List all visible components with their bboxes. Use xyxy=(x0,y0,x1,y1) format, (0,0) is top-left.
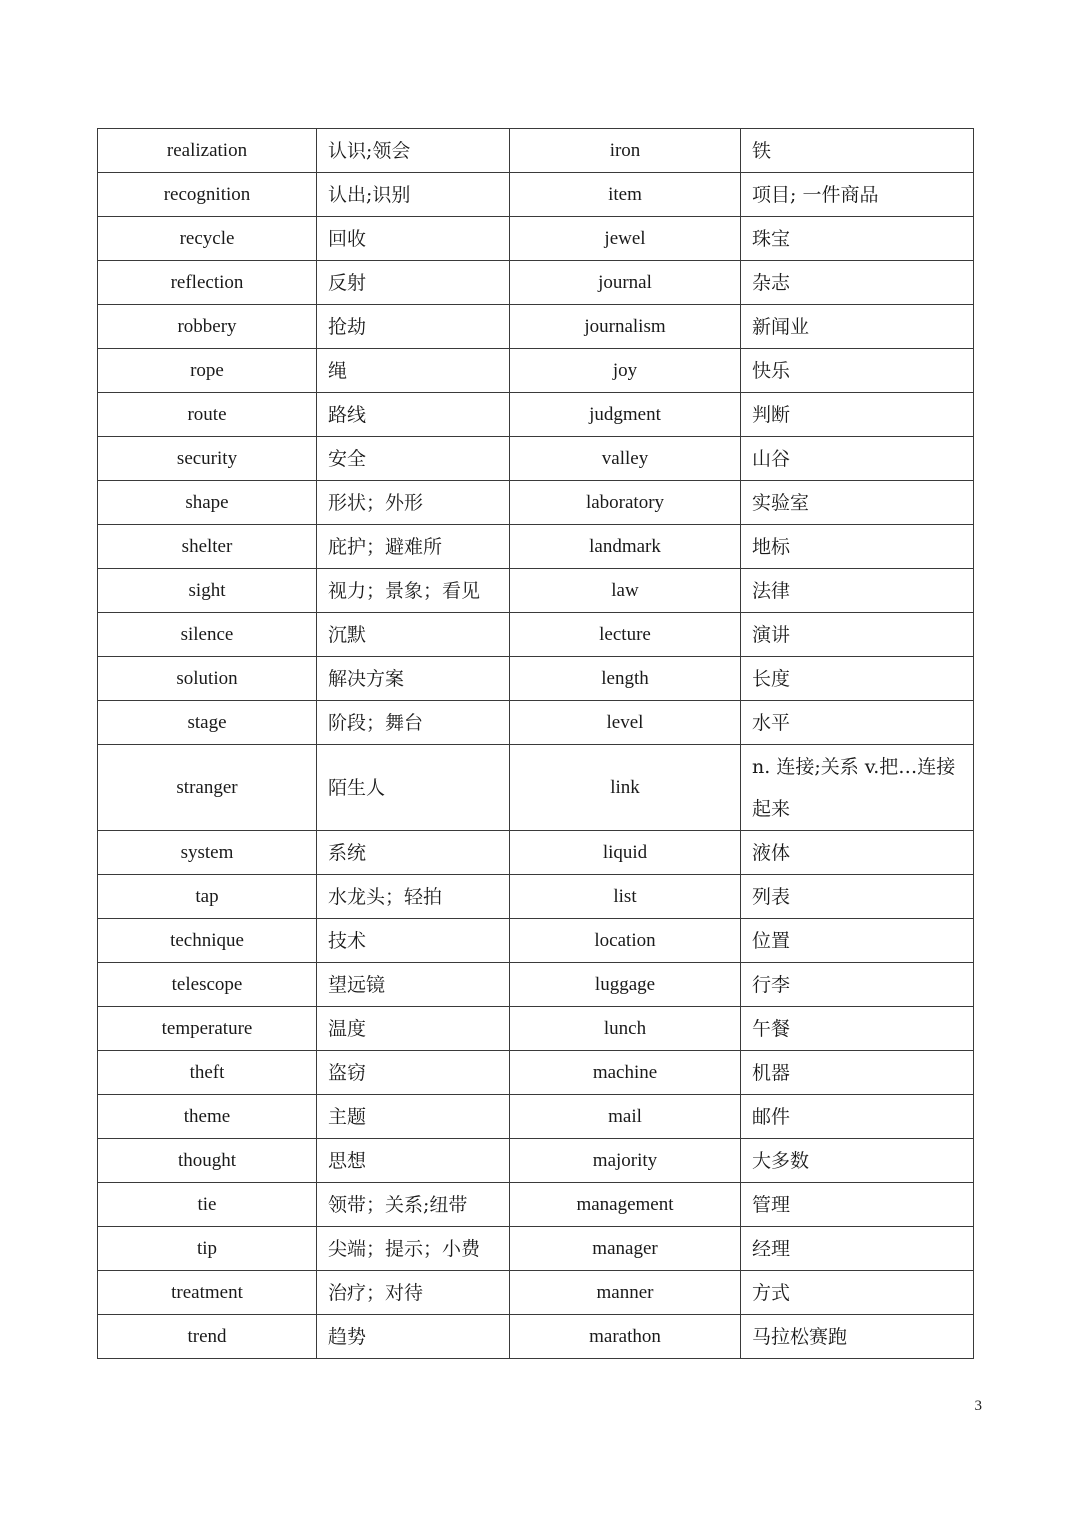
chinese-meaning: 午餐 xyxy=(741,1007,974,1051)
chinese-meaning: 法律 xyxy=(741,569,974,613)
english-word: recognition xyxy=(98,173,317,217)
table-row xyxy=(98,305,974,349)
english-word: telescope xyxy=(98,963,317,1007)
chinese-meaning: 地标 xyxy=(741,525,974,569)
english-word: journal xyxy=(510,261,741,305)
chinese-meaning: 液体 xyxy=(741,831,974,875)
english-word: manager xyxy=(510,1227,741,1271)
english-word: tie xyxy=(98,1183,317,1227)
chinese-meaning: 领带；关系;纽带 xyxy=(317,1183,510,1227)
chinese-meaning: 位置 xyxy=(741,919,974,963)
english-word: journalism xyxy=(510,305,741,349)
chinese-meaning: 演讲 xyxy=(741,613,974,657)
table-row xyxy=(98,1315,974,1359)
english-word: law xyxy=(510,569,741,613)
chinese-meaning: 马拉松赛跑 xyxy=(741,1315,974,1359)
chinese-meaning: 实验室 xyxy=(741,481,974,525)
chinese-meaning: 主题 xyxy=(317,1095,510,1139)
english-word: length xyxy=(510,657,741,701)
chinese-meaning: 新闻业 xyxy=(741,305,974,349)
english-word: tip xyxy=(98,1227,317,1271)
english-word: temperature xyxy=(98,1007,317,1051)
table-row xyxy=(98,1183,974,1227)
chinese-meaning: 解决方案 xyxy=(317,657,510,701)
english-word: item xyxy=(510,173,741,217)
table-row xyxy=(98,525,974,569)
chinese-meaning: 长度 xyxy=(741,657,974,701)
chinese-meaning: 抢劫 xyxy=(317,305,510,349)
english-word: liquid xyxy=(510,831,741,875)
table-row xyxy=(98,261,974,305)
english-word: level xyxy=(510,701,741,745)
vocabulary-table-body xyxy=(98,129,974,1359)
chinese-meaning: 方式 xyxy=(741,1271,974,1315)
english-word: mail xyxy=(510,1095,741,1139)
table-row xyxy=(98,569,974,613)
english-word: manner xyxy=(510,1271,741,1315)
chinese-meaning: 盗窃 xyxy=(317,1051,510,1095)
chinese-meaning: 杂志 xyxy=(741,261,974,305)
table-row xyxy=(98,613,974,657)
chinese-meaning: 列表 xyxy=(741,875,974,919)
table-row xyxy=(98,963,974,1007)
chinese-meaning: 水平 xyxy=(741,701,974,745)
chinese-meaning: 形状；外形 xyxy=(317,481,510,525)
chinese-meaning: 判断 xyxy=(741,393,974,437)
chinese-meaning: 快乐 xyxy=(741,349,974,393)
english-word: technique xyxy=(98,919,317,963)
english-word: sight xyxy=(98,569,317,613)
table-row xyxy=(98,657,974,701)
table-row xyxy=(98,1051,974,1095)
chinese-meaning: 经理 xyxy=(741,1227,974,1271)
table-row xyxy=(98,129,974,173)
chinese-meaning: 思想 xyxy=(317,1139,510,1183)
english-word: joy xyxy=(510,349,741,393)
table-row xyxy=(98,1095,974,1139)
english-word: silence xyxy=(98,613,317,657)
english-word: stranger xyxy=(98,745,317,831)
chinese-meaning: 治疗；对待 xyxy=(317,1271,510,1315)
english-word: tap xyxy=(98,875,317,919)
english-word: route xyxy=(98,393,317,437)
english-word: reflection xyxy=(98,261,317,305)
chinese-meaning: 大多数 xyxy=(741,1139,974,1183)
page-number: 3 xyxy=(974,1398,982,1414)
english-word: management xyxy=(510,1183,741,1227)
chinese-meaning: 项目; 一件商品 xyxy=(741,173,974,217)
table-row xyxy=(98,481,974,525)
english-word: system xyxy=(98,831,317,875)
english-word: location xyxy=(510,919,741,963)
english-word: landmark xyxy=(510,525,741,569)
chinese-meaning: 机器 xyxy=(741,1051,974,1095)
chinese-meaning: 陌生人 xyxy=(317,745,510,831)
chinese-meaning: 路线 xyxy=(317,393,510,437)
english-word: shelter xyxy=(98,525,317,569)
english-word: majority xyxy=(510,1139,741,1183)
chinese-meaning: 安全 xyxy=(317,437,510,481)
chinese-meaning: 趋势 xyxy=(317,1315,510,1359)
english-word: theft xyxy=(98,1051,317,1095)
english-word: robbery xyxy=(98,305,317,349)
chinese-meaning: 技术 xyxy=(317,919,510,963)
english-word: stage xyxy=(98,701,317,745)
english-word: rope xyxy=(98,349,317,393)
chinese-meaning: 绳 xyxy=(317,349,510,393)
english-word: recycle xyxy=(98,217,317,261)
table-row xyxy=(98,919,974,963)
chinese-meaning: 反射 xyxy=(317,261,510,305)
chinese-meaning: 邮件 xyxy=(741,1095,974,1139)
english-word: link xyxy=(510,745,741,831)
vocabulary-table xyxy=(97,128,974,1359)
english-word: treatment xyxy=(98,1271,317,1315)
table-row xyxy=(98,173,974,217)
chinese-meaning: 管理 xyxy=(741,1183,974,1227)
chinese-meaning: 行李 xyxy=(741,963,974,1007)
chinese-meaning: 庇护；避难所 xyxy=(317,525,510,569)
table-row xyxy=(98,1227,974,1271)
chinese-meaning: 认识;领会 xyxy=(317,129,510,173)
chinese-meaning: 尖端；提示；小费 xyxy=(317,1227,510,1271)
english-word: theme xyxy=(98,1095,317,1139)
english-word: list xyxy=(510,875,741,919)
table-row xyxy=(98,701,974,745)
english-word: marathon xyxy=(510,1315,741,1359)
table-row xyxy=(98,831,974,875)
chinese-meaning: n. 连接;关系 v.把…连接起来 xyxy=(741,745,974,831)
english-word: laboratory xyxy=(510,481,741,525)
english-word: judgment xyxy=(510,393,741,437)
table-row xyxy=(98,393,974,437)
chinese-meaning: 铁 xyxy=(741,129,974,173)
english-word: security xyxy=(98,437,317,481)
chinese-meaning: 视力；景象；看见 xyxy=(317,569,510,613)
table-row xyxy=(98,875,974,919)
english-word: thought xyxy=(98,1139,317,1183)
table-row xyxy=(98,349,974,393)
english-word: shape xyxy=(98,481,317,525)
chinese-meaning: 温度 xyxy=(317,1007,510,1051)
chinese-meaning: 珠宝 xyxy=(741,217,974,261)
table-row xyxy=(98,1007,974,1051)
english-word: valley xyxy=(510,437,741,481)
table-row xyxy=(98,745,974,831)
chinese-meaning: 水龙头；轻拍 xyxy=(317,875,510,919)
english-word: lecture xyxy=(510,613,741,657)
english-word: luggage xyxy=(510,963,741,1007)
english-word: solution xyxy=(98,657,317,701)
table-row xyxy=(98,217,974,261)
chinese-meaning: 认出;识别 xyxy=(317,173,510,217)
table-row xyxy=(98,437,974,481)
chinese-meaning: 沉默 xyxy=(317,613,510,657)
table-row xyxy=(98,1139,974,1183)
english-word: trend xyxy=(98,1315,317,1359)
english-word: iron xyxy=(510,129,741,173)
english-word: lunch xyxy=(510,1007,741,1051)
english-word: machine xyxy=(510,1051,741,1095)
chinese-meaning: 回收 xyxy=(317,217,510,261)
chinese-meaning: 山谷 xyxy=(741,437,974,481)
english-word: jewel xyxy=(510,217,741,261)
english-word: realization xyxy=(98,129,317,173)
chinese-meaning: 系统 xyxy=(317,831,510,875)
table-row xyxy=(98,1271,974,1315)
chinese-meaning: 阶段；舞台 xyxy=(317,701,510,745)
chinese-meaning: 望远镜 xyxy=(317,963,510,1007)
